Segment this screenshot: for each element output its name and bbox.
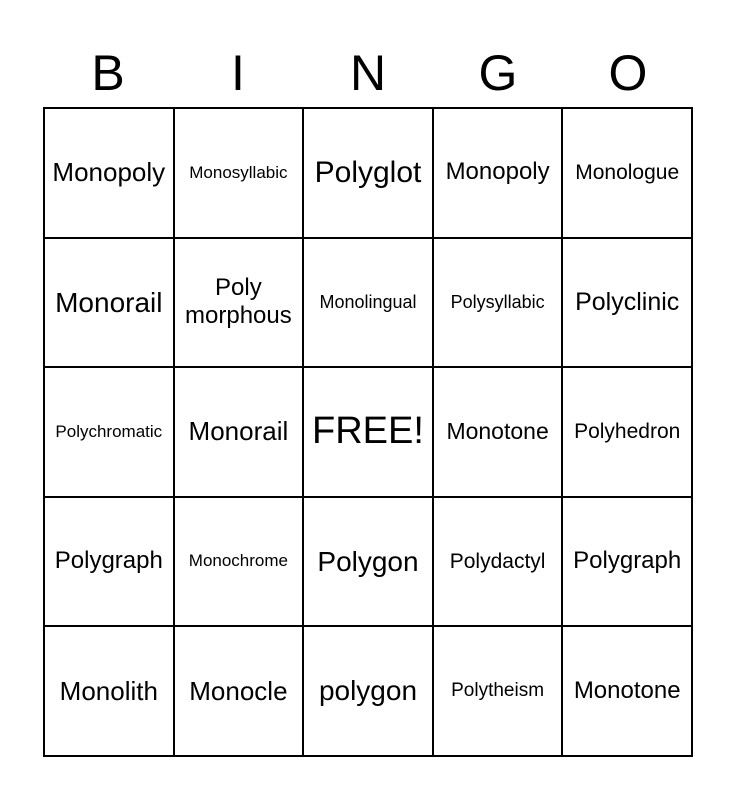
header-letter-i: I xyxy=(231,45,245,101)
bingo-cell: Polytheism xyxy=(433,626,563,756)
header-letter-n: N xyxy=(349,45,387,101)
bingo-cell: Monopoly xyxy=(433,108,563,238)
bingo-grid xyxy=(43,107,693,757)
header-letter-b: B xyxy=(91,45,125,101)
bingo-cell: Polyglot xyxy=(303,108,433,238)
bingo-cell: Polygon xyxy=(303,497,433,627)
bingo-cell: Monolith xyxy=(44,626,174,756)
bingo-cell: Monocle xyxy=(174,626,304,756)
bingo-cell: polygon xyxy=(303,626,433,756)
free-space-cell: FREE! xyxy=(303,367,433,497)
bingo-cell: Monolingual xyxy=(303,238,433,368)
bingo-cell: Polygraph xyxy=(562,497,692,627)
bingo-cell: Poly morphous xyxy=(174,238,304,368)
bingo-cell: Polysyllabic xyxy=(433,238,563,368)
bingo-cell: Monologue xyxy=(562,108,692,238)
bingo-cell: Monosyllabic xyxy=(174,108,304,238)
bingo-header xyxy=(43,40,693,106)
bingo-cell: Monorail xyxy=(44,238,174,368)
bingo-cell: Monotone xyxy=(562,626,692,756)
header-letter-o: O xyxy=(608,45,648,101)
header-letter-g: G xyxy=(478,45,518,101)
bingo-cell: Polygraph xyxy=(44,497,174,627)
bingo-cell: Monopoly xyxy=(44,108,174,238)
bingo-cell: Polyhedron xyxy=(562,367,692,497)
bingo-cell: Monotone xyxy=(433,367,563,497)
bingo-cell: Monochrome xyxy=(174,497,304,627)
bingo-cell: Polydactyl xyxy=(433,497,563,627)
bingo-cell: Polyclinic xyxy=(562,238,692,368)
bingo-cell: Polychromatic xyxy=(44,367,174,497)
bingo-cell: Monorail xyxy=(174,367,304,497)
